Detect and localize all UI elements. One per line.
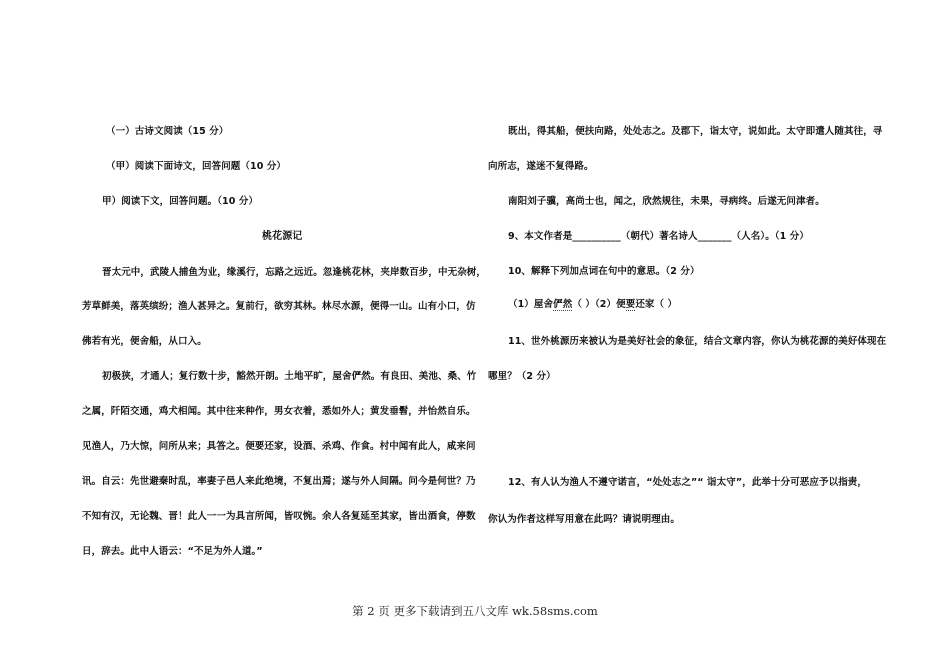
body-line: 既出，得其船，便扶向路，处处志之。及郡下，诣太守，说如此。太守即遣人随其往，寻 bbox=[508, 126, 883, 137]
question-10: 10、解释下列加点词在句中的意思。（2 分） bbox=[508, 266, 700, 277]
body-line: 之属，阡陌交通，鸡犬相闻。其中往来种作，男女衣着，悉如外人；黄发垂髫，并怡然自乐。 bbox=[82, 406, 476, 417]
body-line: 晋太元中，武陵人捕鱼为业，缘溪行，忘路之远近。忽逢桃花林，夹岸数百步，中无杂树， bbox=[102, 267, 487, 278]
body-line: 不知有汉，无论魏、晋！此人一一为具言所闻，皆叹惋。余人各复延至其家，皆出酒食，停数 bbox=[82, 511, 476, 522]
q10-item2-prefix: （2）便 bbox=[594, 299, 626, 310]
question-12-line: 12、有人认为渔人不遵守诺言，“处处志之”“ 诣太守”，此举十分可恶应予以指责， bbox=[508, 477, 868, 488]
body-line: 初极狭，才通人；复行数十步，豁然开朗。土地平旷，屋舍俨然。有良田、美池、桑、竹 bbox=[102, 371, 477, 382]
q10-item2-suffix: 还家（ ） bbox=[635, 299, 678, 310]
body-line: 讯。自云：先世避秦时乱，率妻子邑人来此绝境，不复出焉；遂与外人间隔。问今是何世？乃 bbox=[82, 476, 476, 487]
subsection-b-heading: 甲）阅读下文，回答问题。（10 分） bbox=[102, 196, 259, 207]
body-line: 见渔人，乃大惊，问所从来；具答之。便要还家，设酒、杀鸡、作食。村中闻有此人，咸来问 bbox=[82, 441, 476, 452]
q10-item2-word: 要 bbox=[625, 299, 636, 310]
body-line: 日，辞去。此中人语云：“不足为外人道。” bbox=[82, 546, 263, 557]
question-11-line: 哪里？（2 分） bbox=[488, 371, 556, 382]
body-line: 向所志，遂迷不复得路。 bbox=[488, 161, 594, 172]
question-11-line: 11、世外桃源历来被认为是美好社会的象征，结合文章内容，你认为桃花源的美好体现在 bbox=[508, 336, 887, 347]
page-footer: 第 2 页 更多下载请到五八文库 wk.58sms.com bbox=[352, 604, 598, 618]
section-heading: （一）古诗文阅读（15 分） bbox=[106, 126, 229, 137]
body-line: 佛若有光，便舍船，从口入。 bbox=[82, 336, 207, 347]
subsection-a-heading: （甲）阅读下面诗文，回答问题（10 分） bbox=[106, 161, 287, 172]
question-12-line: 你认为作者这样写用意在此吗？请说明理由。 bbox=[488, 514, 681, 525]
q10-item1-prefix: （1）屋舍 bbox=[508, 299, 554, 310]
body-line: 南阳刘子骥，高尚士也，闻之，欣然规往，未果，寻病终。后遂无问津者。 bbox=[508, 196, 825, 207]
body-line: 芳草鲜美，落英缤纷；渔人甚异之。复前行，欲穷其林。林尽水源，便得一山。山有小口，仿 bbox=[82, 301, 476, 312]
question-9: 9、本文作者是__________（朝代）著名诗人_______（人名）。（1 分） bbox=[508, 231, 809, 242]
q10-item1-blank: （ ） bbox=[572, 299, 595, 310]
q10-item1-word: 俨然 bbox=[553, 299, 573, 310]
text-title: 桃花源记 bbox=[262, 231, 303, 242]
question-10-items bbox=[508, 298, 677, 312]
